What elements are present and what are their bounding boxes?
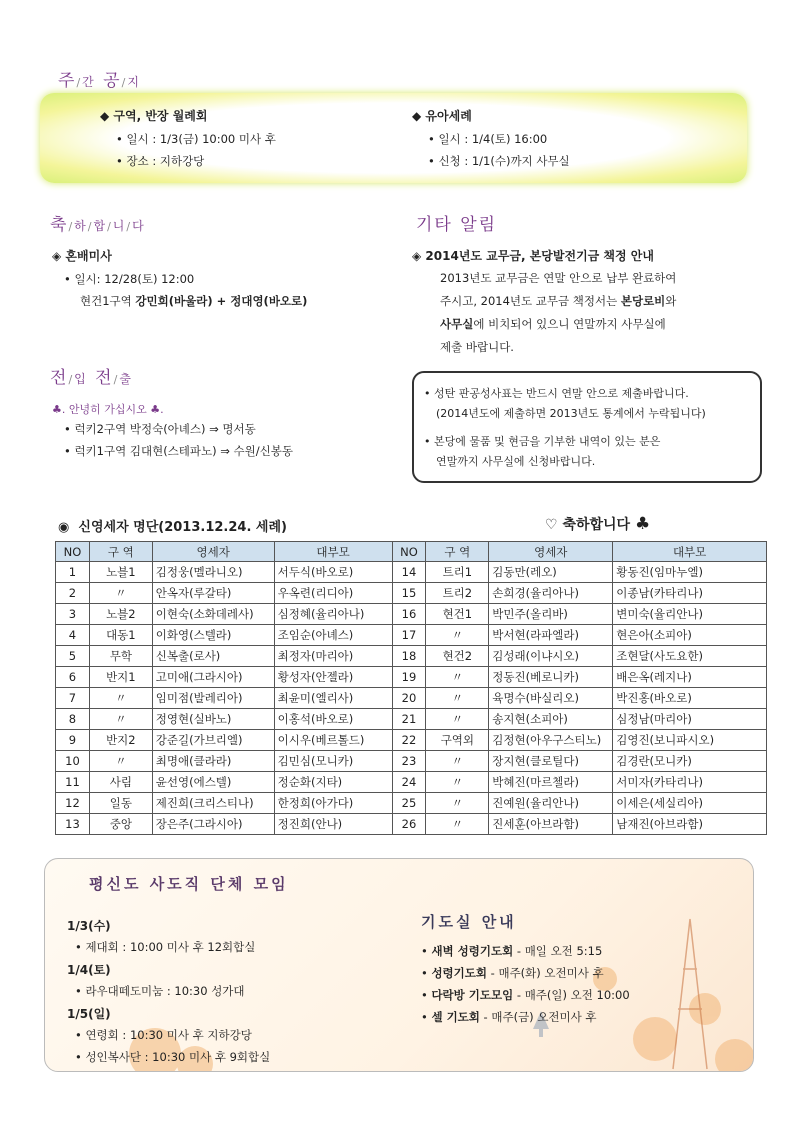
table-cell: 현건1 bbox=[426, 604, 489, 625]
title-part: 전 bbox=[95, 368, 114, 388]
table-cell: 육명수(바실리오) bbox=[489, 688, 613, 709]
table-cell: 최윤미(엘리사) bbox=[274, 688, 392, 709]
table-cell: 김정현(아우구스티노) bbox=[489, 730, 613, 751]
title-part: 니 bbox=[112, 219, 127, 233]
table-row bbox=[56, 562, 767, 583]
prayer-item: • 셀 기도회 - 매주(금) 오전미사 후 bbox=[421, 1010, 597, 1024]
other-notice-line: 2013년도 교무금은 연말 안으로 납부 완료하여 bbox=[440, 271, 677, 285]
table-cell: 2 bbox=[56, 583, 90, 604]
other-notice-line bbox=[440, 316, 666, 332]
title-part: 주 bbox=[58, 71, 77, 91]
table-cell: 노블1 bbox=[89, 562, 152, 583]
prayer-item-name: 성령기도회 bbox=[431, 966, 487, 980]
table-cell: 이종남(카타리나) bbox=[613, 583, 767, 604]
table-cell: 김영진(보니파시오) bbox=[613, 730, 767, 751]
diamond-icon: ◆ bbox=[412, 109, 422, 123]
notice-right-item: • 일시 : 1/4(토) 16:00 bbox=[428, 132, 548, 146]
weekly-notice-title: 주/간 공/지 bbox=[58, 71, 141, 91]
day-heading: 1/3(수) bbox=[67, 919, 111, 933]
wedding-couple bbox=[80, 293, 307, 309]
table-cell: 박서현(라파엘라) bbox=[489, 625, 613, 646]
club-icon: ♣ bbox=[634, 514, 651, 534]
table-row bbox=[56, 751, 767, 772]
prayer-item-detail: - 매주(화) 오전미사 후 bbox=[487, 966, 604, 980]
table-cell: 〃 bbox=[426, 751, 489, 772]
notice-right-heading-text: 유아세례 bbox=[425, 109, 472, 123]
prayer-item-detail: - 매주(금) 오전미사 후 bbox=[479, 1010, 597, 1024]
table-row bbox=[56, 583, 767, 604]
weekly-notice-box bbox=[40, 93, 747, 183]
other-notice-title: 기타 알림 bbox=[416, 215, 498, 235]
prayer-item-detail: - 매주(일) 오전 10:00 bbox=[513, 988, 630, 1002]
table-cell: 〃 bbox=[426, 709, 489, 730]
transfer-item-text: 럭키2구역 박정숙(아녜스) ⇒ 명서동 bbox=[74, 422, 256, 436]
day-item: • 연령회 : 10:30 미사 후 지하강당 bbox=[75, 1028, 252, 1042]
title-part: 간 bbox=[82, 75, 96, 89]
side-note-line: 연말까지 사무실에 신청바랍니다. bbox=[436, 455, 596, 468]
table-row bbox=[56, 625, 767, 646]
table-row bbox=[56, 793, 767, 814]
notice-right-item: • 신청 : 1/1(수)까지 사무실 bbox=[428, 154, 570, 168]
notice-left-item: • 장소 : 지하강당 bbox=[116, 154, 205, 168]
text-part: 와 bbox=[665, 294, 677, 308]
table-cell: 김경란(모니카) bbox=[613, 751, 767, 772]
table-cell: 〃 bbox=[89, 751, 152, 772]
table-header-row bbox=[56, 542, 767, 562]
table-cell: 최명애(클라라) bbox=[152, 751, 274, 772]
other-notice-heading bbox=[412, 247, 654, 264]
notice-left-item-text: 장소 : 지하강당 bbox=[126, 154, 205, 168]
transfer-item: • 럭키2구역 박정숙(아녜스) ⇒ 명서동 bbox=[64, 422, 256, 436]
table-cell: 박혜진(마르첼라) bbox=[489, 772, 613, 793]
table-cell: 노블2 bbox=[89, 604, 152, 625]
baptism-title: 신영세자 명단(2013.12.24. 세례) bbox=[78, 520, 287, 535]
column-header: 구 역 bbox=[89, 542, 152, 562]
prayer-item: • 새벽 성령기도회 - 매일 오전 5:15 bbox=[421, 944, 603, 958]
table-cell: 16 bbox=[392, 604, 426, 625]
table-cell: 〃 bbox=[426, 667, 489, 688]
day-item-text: 성인복사단 : 10:30 미사 후 9회합실 bbox=[85, 1050, 271, 1064]
table-cell: 〃 bbox=[426, 793, 489, 814]
table-cell: 진세훈(아브라함) bbox=[489, 814, 613, 835]
table-cell: 서미자(카타리나) bbox=[613, 772, 767, 793]
text-part: 사무실 bbox=[440, 317, 474, 331]
table-cell: 변미숙(율리안나) bbox=[613, 604, 767, 625]
table-cell: 조현달(사도요한) bbox=[613, 646, 767, 667]
table-cell: 이시우(베르톨드) bbox=[274, 730, 392, 751]
table-cell: 황동진(임마누엘) bbox=[613, 562, 767, 583]
table-cell: 8 bbox=[56, 709, 90, 730]
prayer-item-name: 다락방 기도모임 bbox=[431, 988, 514, 1002]
notice-left-item-text: 일시 : 1/3(금) 10:00 미사 후 bbox=[126, 132, 276, 146]
text-part: 주시고, 2014년도 교무금 책정서는 bbox=[440, 294, 621, 308]
day-heading: 1/4(토) bbox=[67, 963, 111, 977]
table-cell: 황성자(안젤라) bbox=[274, 667, 392, 688]
side-note: • 본당에 물품 및 현금을 기부한 내역이 있는 분은 bbox=[424, 435, 661, 448]
table-cell: 반지2 bbox=[89, 730, 152, 751]
table-body bbox=[56, 562, 767, 835]
table-cell: 1 bbox=[56, 562, 90, 583]
table-cell: 3 bbox=[56, 604, 90, 625]
table-cell: 진예원(율리안나) bbox=[489, 793, 613, 814]
baptism-heading bbox=[58, 516, 287, 535]
table-row bbox=[56, 814, 767, 835]
prayer-item-name: 셀 기도회 bbox=[431, 1010, 480, 1024]
table-cell: 10 bbox=[56, 751, 90, 772]
table-cell: 24 bbox=[392, 772, 426, 793]
table-cell: 26 bbox=[392, 814, 426, 835]
table-cell: 19 bbox=[392, 667, 426, 688]
table-cell: 〃 bbox=[426, 625, 489, 646]
other-notice-line bbox=[440, 293, 676, 309]
table-cell: 9 bbox=[56, 730, 90, 751]
baptism-table bbox=[55, 541, 767, 835]
title-part: 하 bbox=[74, 219, 88, 233]
column-header: 영세자 bbox=[489, 542, 613, 562]
table-cell: 임미점(발레리아) bbox=[152, 688, 274, 709]
other-notice-heading-text: 2014년도 교무금, 본당발전기금 책정 안내 bbox=[425, 249, 654, 263]
side-note-line: 성탄 판공성사표는 반드시 연말 안으로 제출바랍니다. bbox=[434, 387, 689, 400]
table-cell: 반지1 bbox=[89, 667, 152, 688]
table-cell: 한정희(아가다) bbox=[274, 793, 392, 814]
table-cell: 중앙 bbox=[89, 814, 152, 835]
day-heading: 1/5(일) bbox=[67, 1007, 111, 1021]
table-cell: 25 bbox=[392, 793, 426, 814]
table-cell: 이화영(스텔라) bbox=[152, 625, 274, 646]
title-part: 출 bbox=[119, 372, 133, 386]
wedding-heading-text: 혼배미사 bbox=[65, 249, 112, 263]
diamond-icon: ◆ bbox=[100, 109, 110, 123]
table-cell: 김동만(레오) bbox=[489, 562, 613, 583]
notice-right-heading bbox=[412, 107, 472, 124]
diamond-outline-icon: ◈ bbox=[52, 249, 62, 263]
text-part: 에 비치되어 있으니 연말까지 사무실에 bbox=[473, 317, 666, 331]
side-note-line: 본당에 물품 및 현금을 기부한 내역이 있는 분은 bbox=[434, 435, 661, 448]
table-cell: 22 bbox=[392, 730, 426, 751]
prayer-item: • 다락방 기도모임 - 매주(일) 오전 10:00 bbox=[421, 988, 630, 1002]
prayer-room-title: 기도실 안내 bbox=[421, 913, 517, 931]
column-header: 대부모 bbox=[613, 542, 767, 562]
lay-groups-title: 평신도 사도직 단체 모임 bbox=[89, 875, 289, 893]
side-note: • 성탄 판공성사표는 반드시 연말 안으로 제출바랍니다. bbox=[424, 387, 689, 400]
column-header: NO bbox=[392, 542, 426, 562]
title-part: 다 bbox=[132, 219, 146, 233]
table-cell: 우옥련(리디아) bbox=[274, 583, 392, 604]
table-row bbox=[56, 688, 767, 709]
table-cell: 4 bbox=[56, 625, 90, 646]
table-cell: 5 bbox=[56, 646, 90, 667]
heart-icon: ♡ bbox=[545, 517, 558, 533]
table-cell: 안옥자(루갈타) bbox=[152, 583, 274, 604]
table-cell: 김정웅(멜라니오) bbox=[152, 562, 274, 583]
target-icon: ◉ bbox=[58, 520, 70, 535]
column-header: 영세자 bbox=[152, 542, 274, 562]
table-cell: 대동1 bbox=[89, 625, 152, 646]
table-cell: 배은옥(레지나) bbox=[613, 667, 767, 688]
table-cell: 18 bbox=[392, 646, 426, 667]
table-cell: 6 bbox=[56, 667, 90, 688]
baptism-congrats bbox=[545, 514, 650, 534]
day-item-text: 제대회 : 10:00 미사 후 12회합실 bbox=[85, 940, 256, 954]
table-cell: 〃 bbox=[89, 688, 152, 709]
table-cell: 정순화(지타) bbox=[274, 772, 392, 793]
table-cell: 장지현(클로틸다) bbox=[489, 751, 613, 772]
wedding-heading bbox=[52, 247, 112, 264]
table-cell: 신복출(로사) bbox=[152, 646, 274, 667]
title-part: 축 bbox=[50, 215, 69, 235]
table-cell: 정동진(베로니카) bbox=[489, 667, 613, 688]
table-cell: 〃 bbox=[89, 583, 152, 604]
table-cell: 강준길(가브리엘) bbox=[152, 730, 274, 751]
day-item: • 성인복사단 : 10:30 미사 후 9회합실 bbox=[75, 1050, 271, 1064]
table-cell: 트리2 bbox=[426, 583, 489, 604]
table-cell: 13 bbox=[56, 814, 90, 835]
table-cell: 12 bbox=[56, 793, 90, 814]
notice-right-item-text: 일시 : 1/4(토) 16:00 bbox=[438, 132, 548, 146]
table-row bbox=[56, 730, 767, 751]
table-cell: 최정자(마리아) bbox=[274, 646, 392, 667]
table-cell: 〃 bbox=[89, 709, 152, 730]
title-part: 지 bbox=[127, 75, 141, 89]
table-cell: 20 bbox=[392, 688, 426, 709]
table-cell: 심정남(마리아) bbox=[613, 709, 767, 730]
transfer-title: 전/입 전/출 bbox=[50, 368, 133, 388]
table-cell: 고미애(그라시아) bbox=[152, 667, 274, 688]
transfer-item: • 럭키1구역 김대현(스테파노) ⇒ 수원/신봉동 bbox=[64, 444, 293, 458]
table-cell: 이세은(세실리아) bbox=[613, 793, 767, 814]
day-item: • 라우대떼도미눔 : 10:30 성가대 bbox=[75, 984, 245, 998]
prayer-item: • 성령기도회 - 매주(화) 오전미사 후 bbox=[421, 966, 604, 980]
table-cell: 구역외 bbox=[426, 730, 489, 751]
table-row bbox=[56, 709, 767, 730]
table-cell: 〃 bbox=[426, 688, 489, 709]
table-cell: 무학 bbox=[89, 646, 152, 667]
day-item: • 제대회 : 10:00 미사 후 12회합실 bbox=[75, 940, 256, 954]
table-cell: 11 bbox=[56, 772, 90, 793]
transfer-item-text: 럭키1구역 김대현(스테파노) ⇒ 수원/신봉동 bbox=[74, 444, 293, 458]
table-cell: 윤선영(에스텔) bbox=[152, 772, 274, 793]
table-cell: 〃 bbox=[426, 772, 489, 793]
table-cell: 박진홍(바오로) bbox=[613, 688, 767, 709]
table-cell: 장은주(그라시아) bbox=[152, 814, 274, 835]
other-notice-line: 제출 바랍니다. bbox=[440, 340, 514, 354]
table-cell: 트리1 bbox=[426, 562, 489, 583]
table-cell: 이현숙(소화데레사) bbox=[152, 604, 274, 625]
table-cell: 일동 bbox=[89, 793, 152, 814]
table-cell: 〃 bbox=[426, 814, 489, 835]
diamond-outline-icon: ◈ bbox=[412, 249, 422, 263]
table-cell: 제진희(크리스티나) bbox=[152, 793, 274, 814]
table-cell: 21 bbox=[392, 709, 426, 730]
table-row bbox=[56, 646, 767, 667]
column-header: 구 역 bbox=[426, 542, 489, 562]
title-part: 합 bbox=[93, 219, 108, 233]
lay-groups-box bbox=[44, 858, 754, 1072]
text-part: 본당로비 bbox=[620, 294, 666, 308]
title-part: 공 bbox=[103, 71, 122, 91]
table-cell: 이홍석(바오로) bbox=[274, 709, 392, 730]
table-cell: 현은아(소피아) bbox=[613, 625, 767, 646]
table-cell: 심정혜(율리아나) bbox=[274, 604, 392, 625]
baptism-congrats-text: 축하합니다 bbox=[562, 517, 631, 533]
wedding-item-text: 일시: 12/28(토) 12:00 bbox=[74, 272, 195, 286]
prayer-item-name: 새벽 성령기도회 bbox=[431, 944, 514, 958]
notice-right-item-text: 신청 : 1/1(수)까지 사무실 bbox=[438, 154, 570, 168]
table-cell: 송지현(소피아) bbox=[489, 709, 613, 730]
notice-left-heading-text: 구역, 반장 월례회 bbox=[113, 109, 208, 123]
wedding-item: • 일시: 12/28(토) 12:00 bbox=[64, 272, 195, 286]
side-notes-box bbox=[412, 371, 762, 483]
table-cell: 사림 bbox=[89, 772, 152, 793]
table-cell: 남재진(아브라함) bbox=[613, 814, 767, 835]
table-cell: 7 bbox=[56, 688, 90, 709]
table-cell: 23 bbox=[392, 751, 426, 772]
title-part: 전 bbox=[50, 368, 69, 388]
table-row bbox=[56, 667, 767, 688]
table-cell: 17 bbox=[392, 625, 426, 646]
table-cell: 정진희(안나) bbox=[274, 814, 392, 835]
table-cell: 서두식(바오로) bbox=[274, 562, 392, 583]
table-cell: 손희경(율리아나) bbox=[489, 583, 613, 604]
day-item-text: 연령회 : 10:30 미사 후 지하강당 bbox=[85, 1028, 252, 1042]
table-cell: 현건2 bbox=[426, 646, 489, 667]
table-row bbox=[56, 604, 767, 625]
congrats-title: 축/하/합/니/다 bbox=[50, 215, 146, 235]
table-cell: 14 bbox=[392, 562, 426, 583]
notice-left-heading bbox=[100, 107, 207, 124]
transfer-heading: ♣. 안녕히 가십시오 ♣. bbox=[52, 403, 164, 416]
title-part: 입 bbox=[74, 372, 88, 386]
table-cell: 15 bbox=[392, 583, 426, 604]
column-header: 대부모 bbox=[274, 542, 392, 562]
table-cell: 김민심(모니카) bbox=[274, 751, 392, 772]
table-cell: 김성래(이냐시오) bbox=[489, 646, 613, 667]
side-note-line: (2014년도에 제출하면 2013년도 통계에서 누락됩니다) bbox=[436, 407, 706, 420]
notice-left-item: • 일시 : 1/3(금) 10:00 미사 후 bbox=[116, 132, 276, 146]
table-cell: 조임순(아녜스) bbox=[274, 625, 392, 646]
prayer-item-detail: - 매일 오전 5:15 bbox=[513, 944, 603, 958]
wedding-couple-names: 강민희(바울라) + 정대영(바오로) bbox=[135, 294, 308, 308]
table-cell: 박민주(올리바) bbox=[489, 604, 613, 625]
table-cell: 정영현(실바노) bbox=[152, 709, 274, 730]
column-header: NO bbox=[56, 542, 90, 562]
table-row bbox=[56, 772, 767, 793]
wedding-couple-prefix: 현건1구역 bbox=[80, 294, 136, 308]
day-item-text: 라우대떼도미눔 : 10:30 성가대 bbox=[85, 984, 245, 998]
